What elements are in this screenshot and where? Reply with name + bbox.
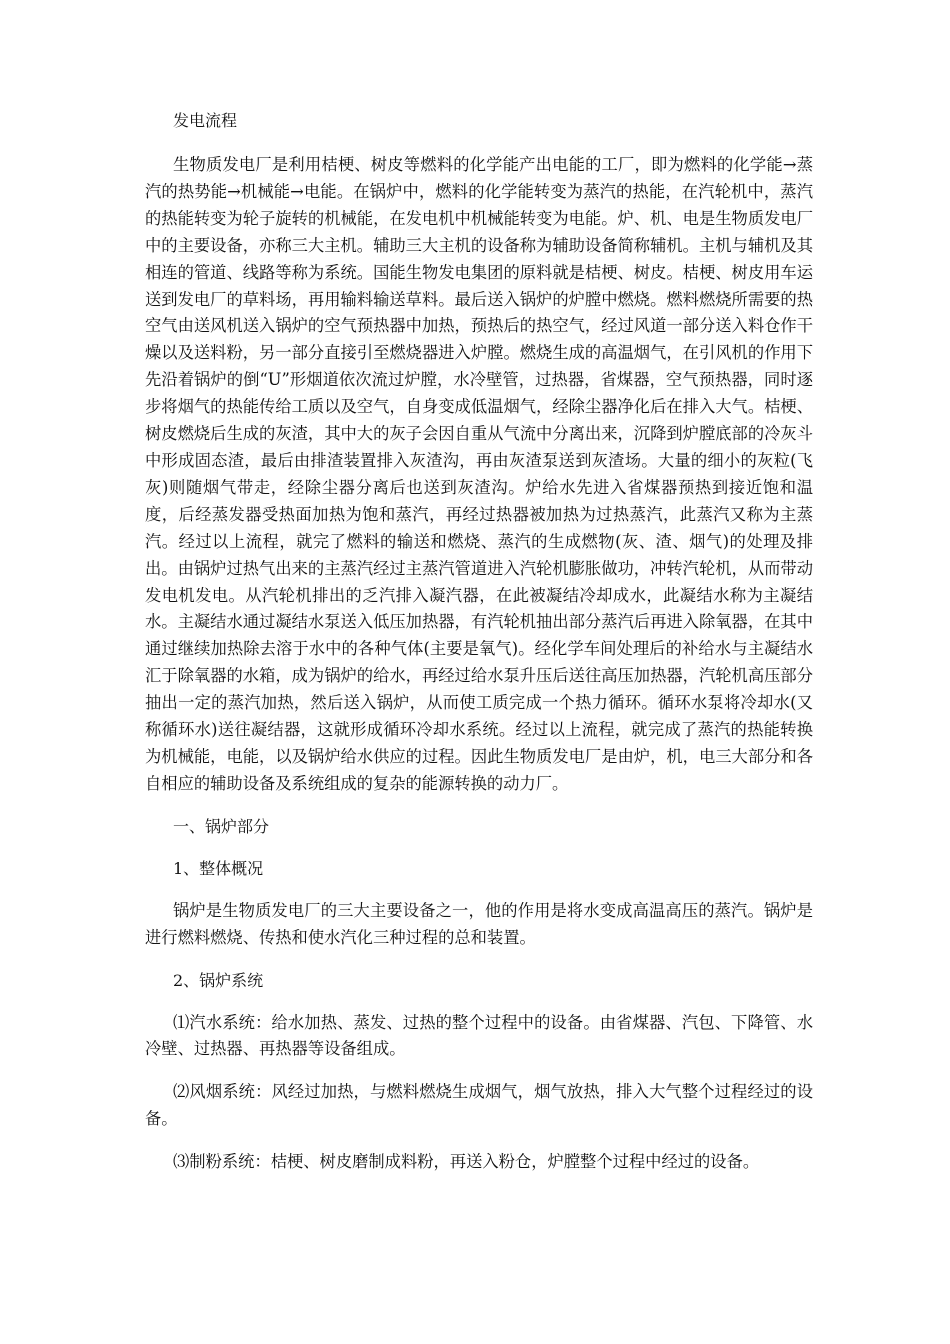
- intro-paragraph: 生物质发电厂是利用桔梗、树皮等燃料的化学能产出电能的工厂，即为燃料的化学能→蒸汽的热势能→机械能→电能。在锅炉中，燃料的化学能转变为蒸汽的热能，在汽轮机中，蒸汽的热能转变为轮子旋转的机械能，在发电机中机械能转变为电能。炉、机、电是生物质发电厂中的主要设备，亦称三大主机。辅助三大主机的设备称为辅助设备简称辅机。主机与辅机及其相连的管道、线路等称为系统。国能生物发电集团的原料就是桔梗、树皮。桔梗、树皮用车运送到发电厂的草料场，再用输料输送草料。最后送入锅炉的炉膛中燃烧。燃料燃烧所需要的热空气由送风机送入锅炉的空气预热器中加热，预热后的热空气，经过风道一部分送入料仓作干燥以及送料粉，另一部分直接引至燃烧器进入炉膛。燃烧生成的高温烟气，在引风机的作用下先沿着锅炉的倒“U”形烟道依次流过炉膛，水冷壁管，过热器，省煤器，空气预热器，同时逐步将烟气的热能传给工质以及空气，自身变成低温烟气，经除尘器净化后在排入大气。桔梗、树皮燃烧后生成的灰渣，其中大的灰子会因自重从气流中分离出来，沉降到炉膛底部的冷灰斗中形成固态渣，最后由排渣装置排入灰渣沟，再由灰渣泵送到灰渣场。大量的细小的灰粒(飞灰)则随烟气带走，经除尘器分离后也送到灰渣沟。炉给水先进入省煤器预热到接近饱和温度，后经蒸发器受热面加热为饱和蒸汽，再经过热器被加热为过热蒸汽，此蒸汽又称为主蒸汽。经过以上流程，就完了燃料的输送和燃烧、蒸汽的生成燃物(灰、渣、烟气)的处理及排出。由锅炉过热气出来的主蒸汽经过主蒸汽管道进入汽轮机膨胀做功，冲转汽轮机，从而带动发电机发电。从汽轮机排出的乏汽排入凝汽器，在此被凝结冷却成水，此凝结水称为主凝结水。主凝结水通过凝结水泵送入低压加热器，有汽轮机抽出部分蒸汽后再进入除氧器，在其中通过继续加热除去溶于水中的各种气体(主要是氧气)。经化学车间处理后的补给水与主凝结水汇于除氧器的水箱，成为锅炉的给水，再经过给水泵升压后送往高压加热器，汽轮机高压部分抽出一定的蒸汽加热，然后送入锅炉，从而使工质完成一个热力循环。循环水泵将冷却水(又称循环水)送往凝结器，这就形成循环冷却水系统。经过以上流程，就完成了蒸汽的热能转换为机械能，电能，以及锅炉给水供应的过程。因此生物质发电厂是由炉，机，电三大部分和各自相应的辅助设备及系统组成的复杂的能源转换的动力厂。: [145, 155, 813, 793]
- document-title: 发电流程: [173, 111, 238, 130]
- system-item-air-flue: ⑵风烟系统：风经过加热，与燃料燃烧生成烟气，烟气放热，排入大气整个过程经过的设备。: [145, 1082, 813, 1129]
- overview-paragraph: 锅炉是生物质发电厂的三大主要设备之一，他的作用是将水变成高温高压的蒸汽。锅炉是进行燃料燃烧、传热和使水汽化三种过程的总和装置。: [145, 900, 813, 947]
- subsection-heading-boiler-system: 2、锅炉系统: [173, 970, 264, 990]
- system-item-steam-water: ⑴汽水系统：给水加热、蒸发、过热的整个过程中的设备。由省煤器、汽包、下降管、水冷壁、过热器、再热器等设备组成。: [145, 1012, 813, 1059]
- document-page: [145, 108, 813, 1176]
- subsection-heading-overview: 1、整体概况: [173, 858, 264, 878]
- section-heading-boiler: 一、锅炉部分: [173, 816, 270, 836]
- system-item-pulverizing: ⑶制粉系统：桔梗、树皮磨制成料粉，再送入粉仓，炉膛整个过程中经过的设备。: [173, 1152, 760, 1172]
